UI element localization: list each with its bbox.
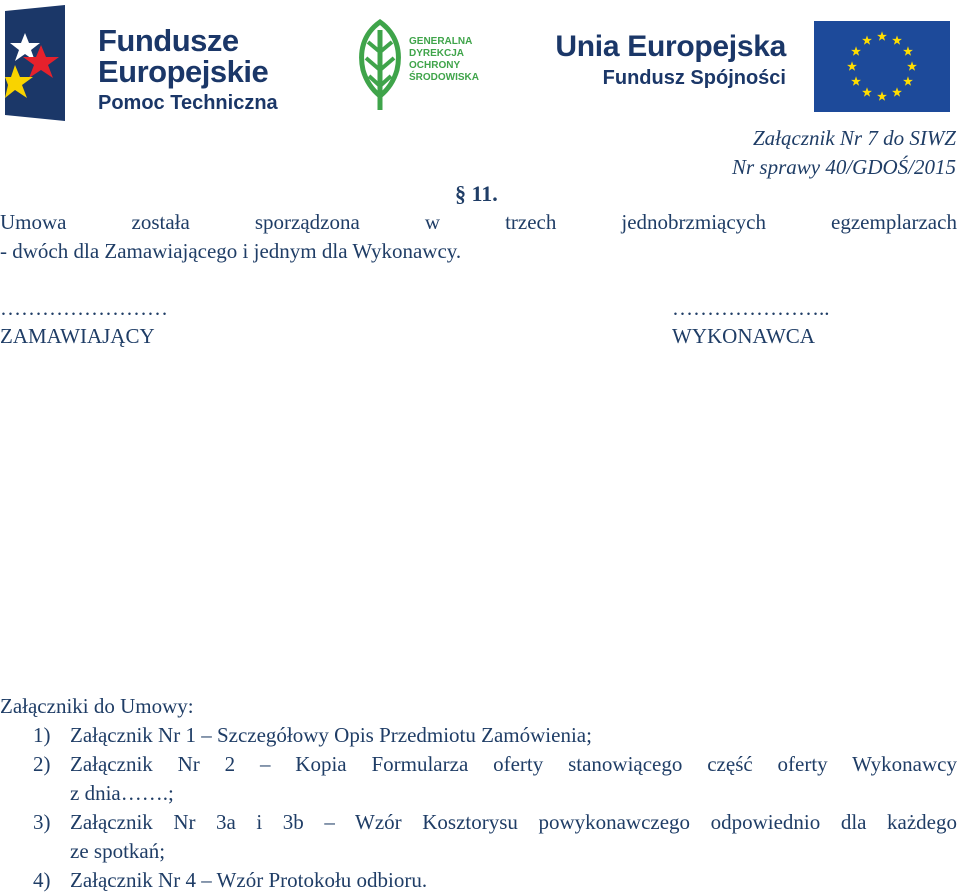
ue-logo-line1: Unia Europejska	[555, 30, 786, 63]
signature-label-zamawiajacy: ZAMAWIAJĄCY	[0, 324, 155, 348]
list-item-number: 3)	[33, 810, 51, 834]
document-reference	[732, 124, 956, 182]
ue-logo-line2: Fundusz Spójności	[602, 67, 786, 89]
justified-line: Załącznik Nr 3a i 3b – Wzór Kosztorysu powykonawczego odpowiednio dla każdego	[70, 810, 957, 834]
list-item-text	[70, 808, 957, 866]
fe-logo-line3: Pomoc Techniczna	[98, 92, 278, 114]
list-item-text: Załącznik Nr 1 – Szczegółowy Opis Przedmiotu Zamówienia;	[70, 723, 592, 747]
section-heading: § 11.	[455, 181, 498, 206]
list-item	[0, 750, 957, 808]
attachments-list	[0, 692, 957, 895]
paragraph-word: została	[131, 210, 190, 234]
fe-logo-line1: Fundusze	[98, 23, 239, 58]
paragraph-line-1	[0, 208, 957, 237]
signature-label-wykonawca: WYKONAWCA	[672, 324, 815, 348]
gdos-line: ŚRODOWISKA	[409, 72, 479, 83]
gdos-logo-text	[409, 36, 479, 84]
list-item-text	[70, 750, 957, 808]
contract-paragraph	[0, 208, 957, 266]
list-item-number: 4)	[33, 868, 51, 892]
paragraph-word: Umowa	[0, 210, 67, 234]
fe-logo-text	[98, 25, 278, 113]
list-item-line-1	[70, 750, 957, 779]
gdos-line: GENERALNA	[409, 36, 473, 47]
signature-line-left: ……………………	[0, 296, 168, 320]
eu-flag-icon	[814, 21, 950, 112]
attachment-reference: Załącznik Nr 7 do SIWZ	[752, 126, 956, 150]
fe-logo-line2: Europejskie	[98, 54, 269, 89]
list-item	[0, 866, 957, 895]
paragraph-word: sporządzona	[254, 210, 360, 234]
list-item	[0, 721, 957, 750]
gdos-line: OCHRONY	[409, 60, 461, 71]
header-logos	[0, 0, 960, 125]
attachments-heading: Załączniki do Umowy:	[0, 694, 194, 718]
paragraph-word: w	[424, 210, 441, 234]
case-number: Nr sprawy 40/GDOŚ/2015	[731, 155, 956, 179]
signature-line-right: …………………..	[672, 296, 830, 320]
gdos-line: DYREKCJA	[409, 48, 465, 59]
list-item	[0, 808, 957, 866]
paragraph-word: trzech	[505, 210, 557, 234]
paragraph-word: jednobrzmiących	[621, 210, 766, 234]
list-item-number: 2)	[33, 752, 51, 776]
list-item-text: Załącznik Nr 4 – Wzór Protokołu odbioru.	[70, 868, 428, 892]
paragraph-line-2: - dwóch dla Zamawiającego i jednym dla Wykonawcy.	[0, 239, 462, 263]
fe-star-emblem-icon	[3, 3, 73, 123]
list-item-line-2: ze spotkań;	[70, 839, 166, 863]
list-item-number: 1)	[33, 723, 51, 747]
fundusze-europejskie-logo	[3, 3, 283, 123]
paragraph-word: egzemplarzach	[831, 210, 957, 234]
unia-europejska-logo-text	[546, 30, 786, 90]
list-item-line-2: z dnia…….;	[70, 781, 174, 805]
list-item-line-1	[70, 808, 957, 837]
justified-line: Załącznik Nr 2 – Kopia Formularza oferty stanowiącego część oferty Wykonawcy	[70, 752, 957, 776]
leaf-icon	[355, 18, 405, 113]
